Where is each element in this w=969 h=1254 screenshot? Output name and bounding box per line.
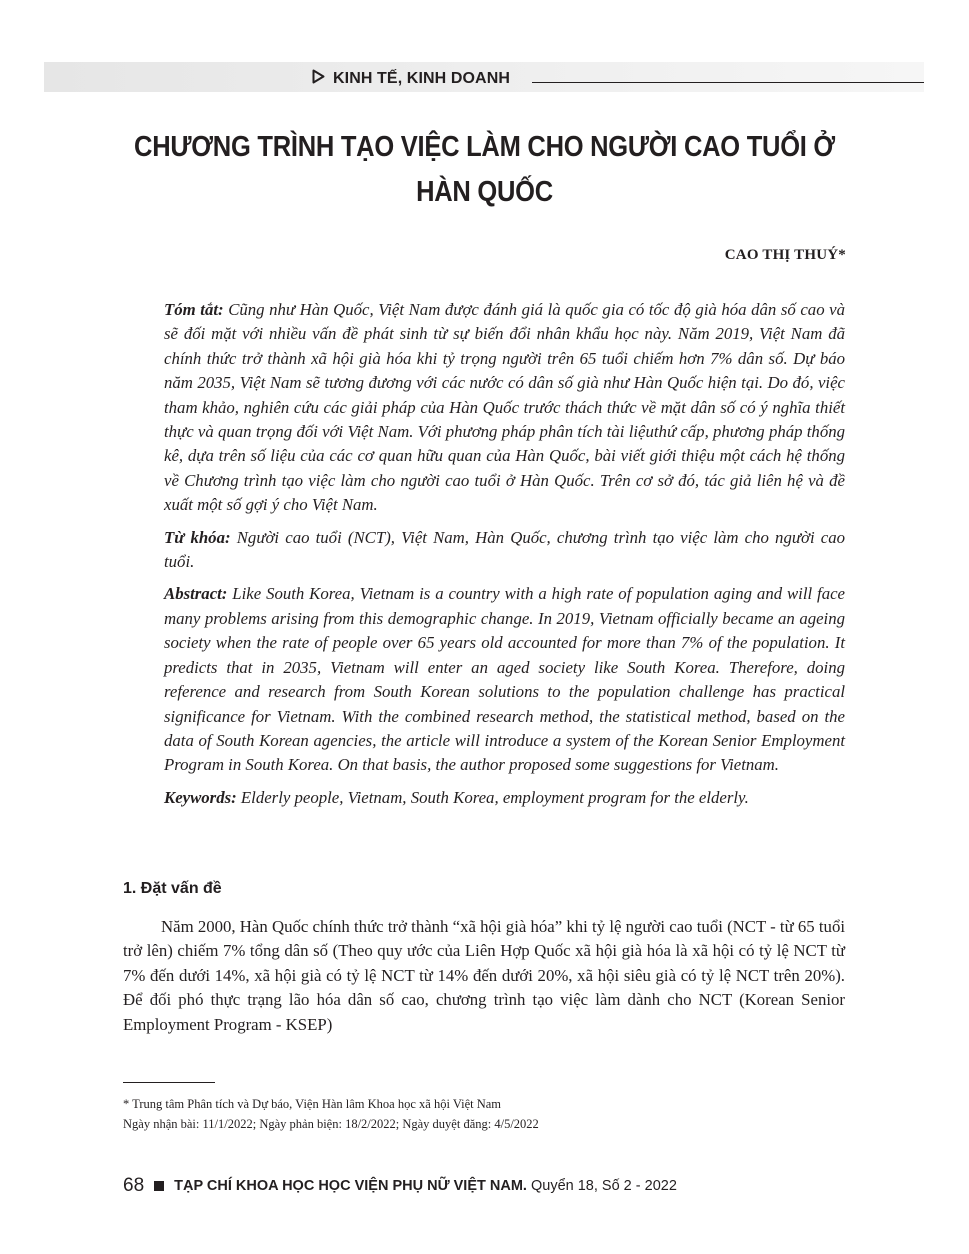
en-abstract-text: Like South Korea, Vietnam is a country with a high rate of population aging and will face many problems arising from this demographic change. In 2019, Vietnam officially became an ageing society when the rate of people over 65 years old accounted for more than 7% of the population. It predicts that in 2035, Vietnam will enter an aged society like South Korea. Therefore, doing reference and research from South Korean solutions to the population challenge has practical significance for Vietnam. With the combined research method, the statistical method, based on the data of South Korean agencies, the article will introduce a system of the Korean Senior Employment Program in South Korea. On that basis, the author proposed some suggestions for Vietnam. xyxy=(164,584,845,775)
body-paragraph: Năm 2000, Hàn Quốc chính thức trở thành “xã hội già hóa” khi tỷ lệ người cao tuổi (NCT - từ 65 tuổi trở lên) chiếm 7% tổng dân số (Theo quy ước của Liên Hợp Quốc xã hội già hóa là xã hội có tỷ lệ NCT từ 7% đến dưới 14%, xã hội già có tỷ lệ NCT từ 14% đến dưới 20%, xã hội siêu già có tỷ lệ NCT trên 20%). Để đối phó thực trạng lão hóa dân số cao, chương trình tạo việc làm dành cho NCT (Korean Senior Employment Program - KSEP) xyxy=(123,917,845,1034)
play-outline-icon xyxy=(312,69,325,89)
vi-keywords-label: Từ khóa: xyxy=(164,527,231,547)
author-name: CAO THỊ THUÝ* xyxy=(724,247,846,263)
square-bullet-icon xyxy=(154,1181,164,1191)
page-footer xyxy=(123,1172,677,1200)
vi-abstract-text: Cũng như Hàn Quốc, Việt Nam được đánh giá là quốc gia có tốc độ già hóa dân số cao và sẽ đối mặt với nhiều vấn đề phát sinh từ sự biến đổi nhân khẩu học này. Năm 2019, Việt Nam đã chính thức trở thành xã hội già hóa khi tỷ trọng người trên 65 tuổi chiếm hơn 7% dân số. Dự báo năm 2035, Việt Nam sẽ tương đương với các nước có dân số già như Hàn Quốc hiện tại. Do đó, việc tham khảo, nghiên cứu các giải pháp của Hàn Quốc trước thách thức về mặt dân số có ý nghĩa thiết thực và quan trọng đối với Việt Nam. Với phương pháp phân tích tài liệuthứ cấp, phương pháp thống kê, dựa trên số liệu của các cơ quan hữu quan của Hàn Quốc, bài viết giới thiệu một cách hệ thống về Chương trình tạo việc làm cho người cao tuổi ở Hàn Quốc. Trên cơ sở đó, tác giả liên hệ và đề xuất một số gợi ý cho Việt Nam. xyxy=(164,300,845,515)
vi-keywords-text: Người cao tuổi (NCT), Việt Nam, Hàn Quốc, chương trình tạo việc làm cho người cao tuổi. xyxy=(164,527,845,572)
journal-citation xyxy=(174,1178,677,1194)
en-abstract xyxy=(164,582,845,777)
page-number: 68 xyxy=(123,1175,145,1196)
article-title: CHƯƠNG TRÌNH TẠO VIỆC LÀM CHO NGƯỜI CAO TUỔI Ở HÀN QUỐC xyxy=(134,131,835,208)
section-label-text: KINH TẾ, KINH DOANH xyxy=(333,70,511,87)
vi-keywords xyxy=(164,526,845,575)
footnote-affiliation: * Trung tâm Phân tích và Dự báo, Viện Hàn lâm Khoa học xã hội Việt Nam xyxy=(123,1097,502,1111)
footnote-divider xyxy=(123,1082,215,1083)
en-keywords-label: Keywords: xyxy=(164,787,237,807)
footnote-dates: Ngày nhận bài: 11/1/2022; Ngày phản biện: 18/2/2022; Ngày duyệt đăng: 4/5/2022 xyxy=(123,1117,539,1131)
section-label xyxy=(312,66,510,92)
en-keywords xyxy=(164,786,845,810)
header-divider xyxy=(532,82,924,83)
journal-issue: Quyển 18, Số 2 - 2022 xyxy=(530,1178,677,1194)
vi-abstract-label: Tóm tắt: xyxy=(164,300,224,319)
section-heading: 1. Đặt vấn đề xyxy=(123,880,222,897)
abstract-block xyxy=(164,298,845,818)
footnotes xyxy=(123,1094,539,1134)
en-keywords-text: Elderly people, Vietnam, South Korea, employment program for the elderly. xyxy=(240,787,749,807)
journal-name: TẠP CHÍ KHOA HỌC HỌC VIỆN PHỤ NỮ VIỆT NAM. xyxy=(174,1178,527,1194)
en-abstract-label: Abstract: xyxy=(164,584,228,604)
vi-abstract xyxy=(164,298,845,518)
